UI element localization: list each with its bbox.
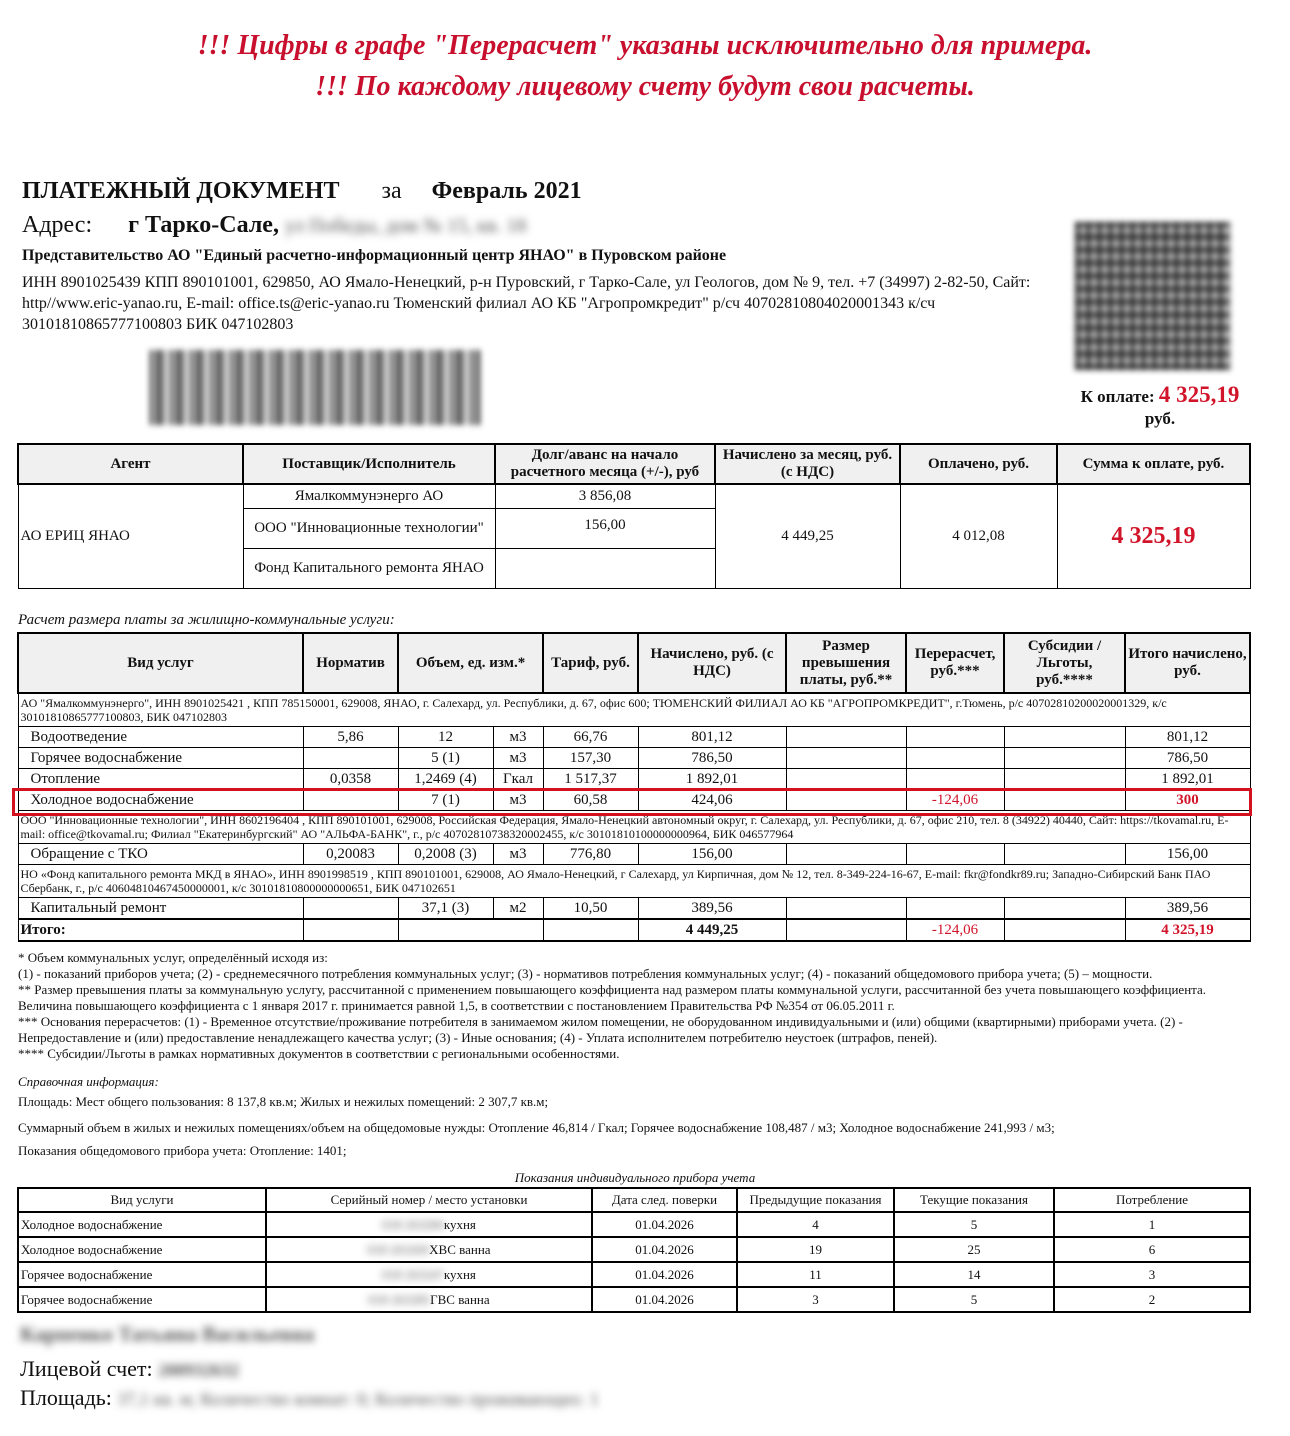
col-total: Сумма к оплате, руб.: [1057, 444, 1250, 484]
service-excess: [786, 844, 906, 865]
meters-col-curr: Текущие показания: [894, 1188, 1054, 1212]
service-unit: м3: [493, 844, 543, 865]
meter-row: [18, 1262, 1250, 1287]
area-label: Площадь:: [20, 1385, 112, 1410]
meter-place: кухня: [443, 1266, 476, 1282]
service-subsidy: [1004, 844, 1125, 865]
address-street: ул Победы, дом № 15, кв. 18: [284, 215, 527, 237]
meter-rows: [18, 1212, 1250, 1312]
meter-date: 01.04.2026: [592, 1262, 737, 1287]
owner-name: Карпенко Татьяна Васильевна: [20, 1322, 315, 1346]
service-volume: 0,2008 (3): [398, 844, 493, 865]
service-total: 156,00: [1125, 844, 1250, 865]
service-recalc: [906, 844, 1004, 865]
service-name: Обращение с ТКО: [18, 844, 303, 865]
meter-curr: 14: [894, 1262, 1054, 1287]
service-row: [18, 769, 1250, 790]
service-excess: [786, 727, 906, 748]
note-4: *** Основания перерасчетов: (1) - Временное отсутствие/проживание потребителя в занимаемом жилом помещении, не оборудованном индивидуальными и (или) общими (квартирными) приборами учета. (2) - Непредоставление и (или) предоставление ненадлежащего качества услуг; (3) - Иные основания; (4) - Уплата исполнителем потребителю неустоек (штрафов, пеней).: [18, 1014, 1183, 1045]
barcode: [150, 350, 480, 425]
service-subsidy: [1004, 727, 1125, 748]
service-norm: [303, 748, 398, 769]
paid-cell: 4 012,08: [900, 484, 1057, 588]
calc-table: [17, 632, 1251, 942]
doc-title: ПЛАТЕЖНЫЙ ДОКУМЕНТ: [22, 178, 340, 204]
area-value: 37,1 кв. м; Количество комнат: 0; Количество проживающих: 1: [117, 1389, 599, 1409]
meter-cons: 3: [1054, 1262, 1250, 1287]
meter-serial: 018 263285: [368, 1291, 431, 1307]
provider-info-1: АО "Ямалкоммунэнерго", ИНН 8901025421 , КПП 785150001, 629008, ЯНАО, г. Салехард, ул. Республики, д. 67, офис 600; ТЮМЕНСКИЙ ФИЛИАЛ АО КБ "АГРОПРОМКРЕДИТ", г.Тюмень, р/с 40702810200020001329, к/с 30101810865777100803, БИК 047102803: [18, 693, 1250, 727]
service-tariff: 157,30: [543, 748, 638, 769]
document-title: [22, 178, 582, 205]
meter-service: Горячее водоснабжение: [18, 1287, 266, 1312]
meter-curr: 5: [894, 1287, 1054, 1312]
meters-col-cons: Потребление: [1054, 1188, 1250, 1212]
meter-serial-cell: [266, 1212, 592, 1237]
service-norm: [303, 898, 398, 920]
provider-info-3: НО «Фонд капитального ремонта МКД в ЯНАО», ИНН 8901998519 , КПП 890101001, 629008, АО Ямало-Ненецкий, г Салехард, ул Кирпичная, дом № 12, тел. 8-349-224-16-67, E-mail: fkr@fondkr89.ru; Западно-Сибирский Банк ПАО Сбербанк, г., р/с 40604810467450000001, к/с 30101810800000000651, БИК 047102651: [18, 865, 1250, 898]
provider-info-2: ООО "Инновационные технологии", ИНН 8602196404 , КПП 890101001, 629008, Российская Федерация, Ямало-Ненецкий автономный округ, г. Салехард, ул. Республики, д. 67, офис 210, тел. 8 (34922) 40440, Сайт: https://tkovamal.ru, E-mail: office@tkovamal.ru; Филиал "Екатеринбургский" АО "АЛЬФА-БАНК", г., р/с 40702810738320002455, к/с 30101810100000000964, БИК 046577964: [18, 811, 1250, 844]
service-accrued: 786,50: [638, 748, 786, 769]
highlight-box: [12, 788, 1252, 816]
service-accrued: 424,06: [638, 790, 786, 811]
service-tariff: 60,58: [543, 790, 638, 811]
meter-service: Холодное водоснабжение: [18, 1212, 266, 1237]
representative: Представительство АО "Единый расчетно-информационный центр ЯНАО" в Пуровском районе: [22, 247, 727, 264]
service-unit: м3: [493, 727, 543, 748]
service-accrued: 801,12: [638, 727, 786, 748]
qr-code: [1075, 222, 1230, 370]
note-5: **** Субсидии/Льготы в рамках нормативных документов в соответствии с региональными особенностями.: [18, 1046, 620, 1061]
provider-3-rows: [18, 898, 1250, 920]
service-volume: 12: [398, 727, 493, 748]
period: Февраль 2021: [431, 178, 582, 204]
col-agent: Агент: [18, 444, 243, 484]
service-recalc: [906, 769, 1004, 790]
to-pay-label: К оплате:: [1080, 387, 1155, 406]
provider-2-rows: [18, 844, 1250, 865]
debt-3: [495, 548, 715, 588]
service-row: [18, 727, 1250, 748]
service-accrued: 1 892,01: [638, 769, 786, 790]
service-row: [18, 898, 1250, 920]
warning-line-1: !!! Цифры в графе "Перерасчет" указаны исключительно для примера.: [197, 30, 1093, 61]
service-total: 389,56: [1125, 898, 1250, 920]
meter-serial-cell: [266, 1262, 592, 1287]
note-3: ** Размер превышения платы за коммунальную услугу, рассчитанной с применением повышающего коэффициента над размером платы коммунальной услуги, рассчитанной без учета повышающего коэффициента. Величина повышающего коэффициента с 1 января 2017 г. принимается равной 1,5, в соответствии с постановлением Правительства РФ №354 от 06.05.2011 г.: [18, 982, 1207, 1013]
service-name: Водоотведение: [18, 727, 303, 748]
meter-curr: 5: [894, 1212, 1054, 1237]
to-pay-value: 4 325,19: [1158, 382, 1240, 407]
service-norm: 0,0358: [303, 769, 398, 790]
calc-col-norm: Норматив: [303, 633, 398, 693]
meters-col-service: Вид услуги: [18, 1188, 266, 1212]
service-norm: 0,20083: [303, 844, 398, 865]
meter-place: кухня: [443, 1216, 476, 1232]
meter-row: [18, 1237, 1250, 1262]
note-2: (1) - показаний приборов учета; (2) - среднемесячного потребления коммунальных услуг; (3) - нормативов потребления коммунальных услуг; (4) - показаний общедомового прибора учета; (5) – мощности.: [18, 966, 1153, 981]
service-unit: м3: [493, 790, 543, 811]
service-volume: 7 (1): [398, 790, 493, 811]
accrued-cell: 4 449,25: [715, 484, 900, 588]
meters-caption: Показания индивидуального прибора учета: [514, 1170, 756, 1185]
reference-meter: Показания общедомового прибора учета: Отопление: 1401;: [18, 1143, 347, 1158]
col-paid: Оплачено, руб.: [900, 444, 1057, 484]
meter-cons: 6: [1054, 1237, 1250, 1262]
service-tariff: 66,76: [543, 727, 638, 748]
service-total: 786,50: [1125, 748, 1250, 769]
meter-serial: 018 263284: [382, 1216, 444, 1232]
address-label: Адрес:: [22, 212, 93, 238]
meter-cons: 1: [1054, 1212, 1250, 1237]
supplier-3: Фонд Капитального ремонта ЯНАО: [243, 548, 495, 588]
service-total: 801,12: [1125, 727, 1250, 748]
meter-prev: 11: [737, 1262, 894, 1287]
service-name: Холодное водоснабжение: [18, 790, 303, 811]
service-unit: м3: [493, 748, 543, 769]
meter-row: [18, 1287, 1250, 1312]
period-prefix: за: [381, 178, 402, 204]
meter-prev: 19: [737, 1237, 894, 1262]
service-recalc: [906, 748, 1004, 769]
meter-prev: 4: [737, 1212, 894, 1237]
meters-table: [17, 1187, 1251, 1313]
requisites: ИНН 8901025439 КПП 890101001, 629850, АО Ямало-Ненецкий, р-н Пуровский, г Тарко-Сале, ул Геологов, дом № 9, тел. +7 (34997) 2-82-50, Сайт: http//www.eric-yanao.ru, E-mail: office.ts@eric-yanao.ru Тюменский филиал АО КБ "Агропромкредит" р/сч 40702810804020001343 к/сч 30101810865777100803 БИК 047102803: [22, 274, 1031, 333]
summary-table: [17, 443, 1251, 589]
meters-col-prev: Предыдущие показания: [737, 1188, 894, 1212]
col-supplier: Поставщик/Исполнитель: [243, 444, 495, 484]
area: [20, 1385, 599, 1411]
supplier-1: Ямалкоммунэнерго АО: [243, 484, 495, 508]
calc-col-accrued: Начислено, руб. (с НДС): [638, 633, 786, 693]
service-accrued: 156,00: [638, 844, 786, 865]
service-unit: Гкал: [493, 769, 543, 790]
calc-col-volume: Объем, ед. изм.*: [398, 633, 543, 693]
calc-caption: Расчет размера платы за жилищно-коммунальные услуги:: [18, 612, 395, 628]
total-sum: 4 325,19: [1125, 919, 1250, 941]
service-recalc: [906, 898, 1004, 920]
meters-col-date: Дата след. поверки: [592, 1188, 737, 1212]
meter-cons: 2: [1054, 1287, 1250, 1312]
total-recalc: -124,06: [906, 919, 1004, 941]
service-subsidy: [1004, 769, 1125, 790]
supplier-2: ООО "Инновационные технологии": [243, 508, 495, 548]
address-city: г Тарко-Сале,: [128, 212, 279, 238]
meter-serial: 018 263269: [367, 1241, 430, 1257]
total-accrued: 4 449,25: [638, 919, 786, 941]
meter-date: 01.04.2026: [592, 1237, 737, 1262]
meter-serial-cell: [266, 1287, 592, 1312]
meter-serial-cell: [266, 1237, 592, 1262]
reference-volume: Суммарный объем в жилых и нежилых помещениях/объем на общедомовые нужды: Отопление 46,814 / Гкал; Горячее водоснабжение 108,487 / м3; Холодное водоснабжение 241,993 / м3;: [18, 1120, 1055, 1135]
service-name: Горячее водоснабжение: [18, 748, 303, 769]
calc-col-excess: Размер превышения платы, руб.**: [786, 633, 906, 693]
debt-1: 3 856,08: [495, 484, 715, 508]
meter-prev: 3: [737, 1287, 894, 1312]
summary-header-row: [18, 444, 1250, 484]
service-recalc: -124,06: [906, 790, 1004, 811]
meter-date: 01.04.2026: [592, 1287, 737, 1312]
account: [20, 1356, 239, 1382]
meter-place: ХВС ванна: [429, 1241, 491, 1257]
account-label: Лицевой счет:: [20, 1356, 153, 1381]
calc-col-total: Итого начислено, руб.: [1125, 633, 1250, 693]
service-name: Отопление: [18, 769, 303, 790]
service-subsidy: [1004, 898, 1125, 920]
to-pay-unit: руб.: [1144, 409, 1176, 428]
address: [22, 212, 526, 239]
service-recalc: [906, 727, 1004, 748]
meter-serial: 018 263247: [382, 1266, 444, 1282]
service-tariff: 1 517,37: [543, 769, 638, 790]
reference-area: Площадь: Мест общего пользования: 8 137,8 кв.м; Жилых и нежилых помещений: 2 307,7 кв.м;: [18, 1094, 549, 1109]
calc-total-row: [18, 919, 1250, 941]
reference-title: Справочная информация:: [18, 1074, 159, 1089]
service-volume: 1,2469 (4): [398, 769, 493, 790]
total-label: Итого:: [18, 919, 303, 941]
service-tariff: 776,80: [543, 844, 638, 865]
meter-service: Горячее водоснабжение: [18, 1262, 266, 1287]
service-row: [18, 748, 1250, 769]
service-excess: [786, 769, 906, 790]
service-total: 1 892,01: [1125, 769, 1250, 790]
service-tariff: 10,50: [543, 898, 638, 920]
footnotes: [18, 950, 1263, 1062]
meters-col-serial: Серийный номер / место установки: [266, 1188, 592, 1212]
service-excess: [786, 898, 906, 920]
meter-curr: 25: [894, 1237, 1054, 1262]
calc-col-service: Вид услуг: [18, 633, 303, 693]
service-row: [18, 844, 1250, 865]
meter-service: Холодное водоснабжение: [18, 1237, 266, 1262]
meter-row: [18, 1212, 1250, 1237]
calc-col-recalc: Перерасчет, руб.***: [906, 633, 1004, 693]
service-subsidy: [1004, 748, 1125, 769]
meter-place: ГВС ванна: [430, 1291, 490, 1307]
note-1: * Объем коммунальных услуг, определённый исходя из:: [18, 950, 328, 965]
calc-col-subsidy: Субсидии /Льготы, руб.****: [1004, 633, 1125, 693]
calc-header-row: [18, 633, 1250, 693]
service-norm: 5,86: [303, 727, 398, 748]
meters-header-row: [18, 1188, 1250, 1212]
service-name: Капитальный ремонт: [18, 898, 303, 920]
meter-date: 01.04.2026: [592, 1212, 737, 1237]
to-pay: [1060, 384, 1260, 430]
service-unit: м2: [493, 898, 543, 920]
service-accrued: 389,56: [638, 898, 786, 920]
calc-col-tariff: Тариф, руб.: [543, 633, 638, 693]
agent-cell: АО ЕРИЦ ЯНАО: [18, 484, 243, 588]
service-volume: 5 (1): [398, 748, 493, 769]
total-cell: 4 325,19: [1057, 484, 1250, 588]
account-value: 200932632: [158, 1360, 240, 1380]
service-excess: [786, 748, 906, 769]
col-debt: Долг/аванс на начало расчетного месяца (+/-), руб: [495, 444, 715, 484]
warning-line-2: !!! По каждому лицевому счету будут свои расчеты.: [315, 71, 975, 102]
debt-2: 156,00: [495, 508, 715, 548]
col-accrued: Начислено за месяц, руб. (с НДС): [715, 444, 900, 484]
service-total: 300: [1125, 790, 1250, 811]
service-volume: 37,1 (3): [398, 898, 493, 920]
